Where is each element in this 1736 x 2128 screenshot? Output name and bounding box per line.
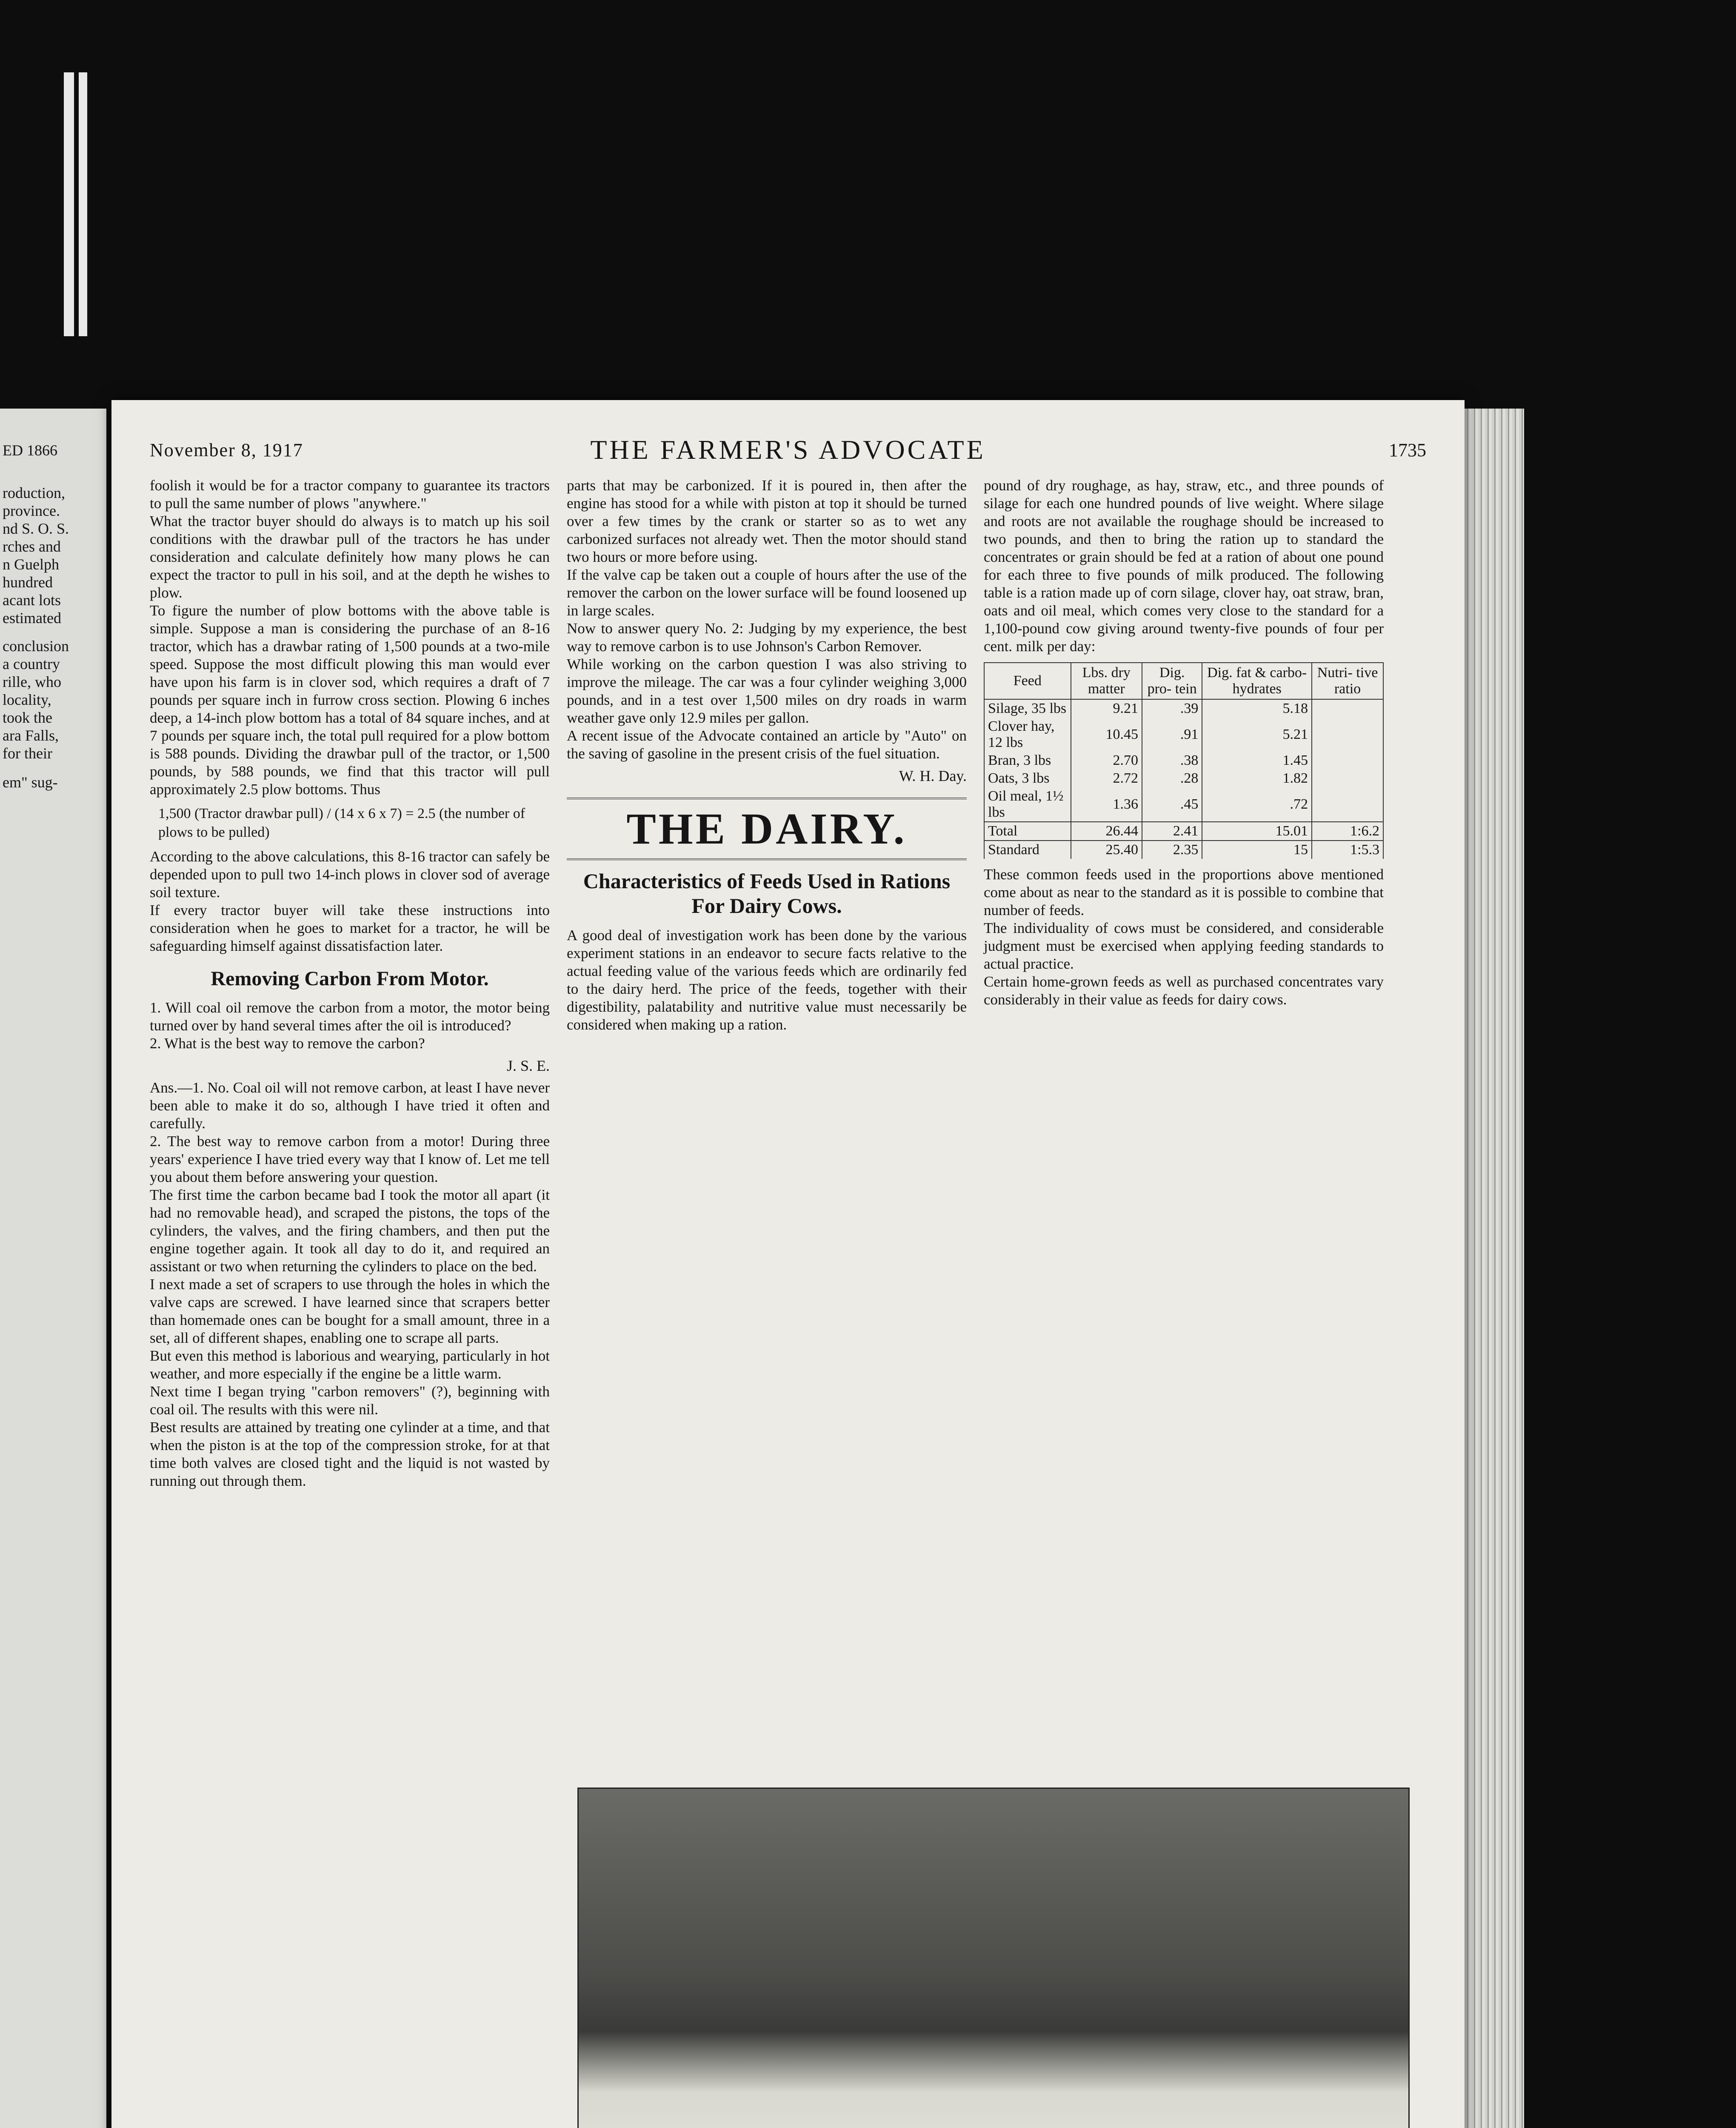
table-header-cell: Feed xyxy=(984,663,1071,699)
left-page-fragment xyxy=(0,409,106,2128)
left-fragment-line: rille, who xyxy=(3,673,61,690)
table-cell: Oil meal, 1½ lbs xyxy=(984,787,1071,822)
article-paragraph: A good deal of investigation work has been done by the various experiment stations in an endeavor to secure facts relative to the actual feeding value of the various feeds which are ordinarily fed to the dairy herd. The price of the feeds, together with their digestibility, palatability and nutritive value must necessarily be considered when making up a ration. xyxy=(567,927,967,1033)
table-cell: Silage, 35 lbs xyxy=(984,699,1071,718)
table-cell: 25.40 xyxy=(1071,841,1142,859)
left-fragment-line: rches and xyxy=(3,538,61,555)
answer-paragraph: But even this method is laborious and wearying, particularly in hot weather, and more especially if the engine be a little warm. xyxy=(150,1347,550,1382)
publication-title: THE FARMER'S ADVOCATE xyxy=(590,435,986,465)
table-cell xyxy=(1312,769,1383,787)
table-cell: Oats, 3 lbs xyxy=(984,769,1071,787)
article-paragraph: pound of dry roughage, as hay, straw, etc., and three pounds of silage for each one hundred pounds of live weight. Where silage and roots are not available the roughage should be increased to two pounds, and then to bring the ration up to standard the concentrates or grain should be fed at a ration of about one pound for each three to five pounds of milk produced. The following table is a ration made up of corn silage, clover hay, oat straw, bran, oats and oil meal, which comes very close to the standard for a 1,100-pound cow giving around twenty-five pounds of four per cent. milk per day: xyxy=(984,477,1384,655)
table-cell: .38 xyxy=(1142,752,1202,769)
column-1 xyxy=(150,477,550,1490)
left-fragment-line: conclusion xyxy=(3,638,69,655)
table-header-cell: Dig. fat & carbo- hydrates xyxy=(1202,663,1312,699)
section-title: THE DAIRY. xyxy=(567,798,967,860)
table-cell: 2.72 xyxy=(1071,769,1142,787)
table-cell: 2.35 xyxy=(1142,841,1202,859)
article-subheading: Characteristics of Feeds Used in Rations For Dairy Cows. xyxy=(583,869,951,918)
article-signature: W. H. Day. xyxy=(899,767,967,784)
table-row xyxy=(984,699,1383,718)
table-cell: .39 xyxy=(1142,699,1202,718)
film-sprocket-mark-top xyxy=(64,72,74,336)
query-signature: J. S. E. xyxy=(506,1057,550,1074)
question: 2. What is the best way to remove the carbon? xyxy=(150,1035,425,1052)
left-fragment-line: province. xyxy=(3,502,60,519)
answer-paragraph: Next time I began trying "carbon removers" (?), beginning with coal oil. The results with this were nil. xyxy=(150,1383,550,1418)
table-cell xyxy=(1312,699,1383,718)
left-fragment-line: estimated xyxy=(3,609,61,626)
article-paragraph: parts that may be carbonized. If it is poured in, then after the engine has stood for a while with piston at top it should be turned over a few times by the crank or starter so as to wet any carbonized surfaces not already wet. Then the motor should stand two hours or more before using. xyxy=(567,477,967,565)
article-paragraph: The individuality of cows must be considered, and considerable judgment must be exercised when applying feeding standards to actual practice. xyxy=(984,920,1384,972)
feed-table xyxy=(984,662,1384,859)
table-header-cell: Nutri- tive ratio xyxy=(1312,663,1383,699)
table-cell: 15 xyxy=(1202,841,1312,859)
table-cell: 5.21 xyxy=(1202,718,1312,752)
left-fragment-line: roduction, xyxy=(3,484,65,501)
article-paragraph: foolish it would be for a tractor company to guarantee its tractors to pull the same number of plows "anywhere." xyxy=(150,477,550,512)
left-fragment-line: acant lots xyxy=(3,592,61,609)
table-cell: 1:6.2 xyxy=(1312,822,1383,841)
article-paragraph: These common feeds used in the proportions above mentioned come about as near to the standard as it is possible to combine that number of feeds. xyxy=(984,866,1384,918)
table-cell: Clover hay, 12 lbs xyxy=(984,718,1071,752)
table-cell: 26.44 xyxy=(1071,822,1142,841)
left-fragment-line: ED 1866 xyxy=(3,442,57,459)
table-standard-row xyxy=(984,841,1383,859)
book-page-edges xyxy=(1465,409,1524,2128)
film-sprocket-mark-top-2 xyxy=(79,72,87,336)
left-fragment-line: took the xyxy=(3,709,52,726)
column-3 xyxy=(984,477,1384,1009)
table-cell: .45 xyxy=(1142,787,1202,822)
table-cell: 1.82 xyxy=(1202,769,1312,787)
table-row xyxy=(984,769,1383,787)
left-fragment-line: a country xyxy=(3,655,60,672)
page-header xyxy=(150,434,1426,464)
answer-paragraph: Ans.—1. No. Coal oil will not remove carbon, at least I have never been able to make it do so, although I have tried it often and carefully. xyxy=(150,1079,550,1132)
table-cell: 9.21 xyxy=(1071,699,1142,718)
table-cell xyxy=(1312,787,1383,822)
table-cell: .72 xyxy=(1202,787,1312,822)
table-cell: .91 xyxy=(1142,718,1202,752)
table-cell: 5.18 xyxy=(1202,699,1312,718)
article-paragraph: According to the above calculations, this 8-16 tractor can safely be depended upon to pull two 14-inch plows in clover sod of average soil texture. xyxy=(150,848,550,901)
column-2 xyxy=(567,477,967,1034)
table-row xyxy=(984,752,1383,769)
article-paragraph: If every tractor buyer will take these instructions into consideration when he goes to market for a tractor, he will be safeguarding himself against dissatisfaction later. xyxy=(150,902,550,954)
answer-paragraph: I next made a set of scrapers to use through the holes in which the valve caps are screwed. I have learned since that scrapers better than homemade ones can be bought for a small amount, three in a set, all of different shapes, enabling one to scrape all parts. xyxy=(150,1276,550,1346)
left-fragment-line: hundred xyxy=(3,574,53,591)
table-cell xyxy=(1312,718,1383,752)
article-paragraph: While working on the carbon question I was also striving to improve the mileage. The car was a four cylinder weighing 3,000 pounds, and in a test over 1,500 miles on dry roads in warm weather gave only 12.9 miles per gallon. xyxy=(567,656,967,726)
article-paragraph: Now to answer query No. 2: Judging by my experience, the best way to remove carbon is to use Johnson's Carbon Remover. xyxy=(567,620,967,655)
article-paragraph: A recent issue of the Advocate contained an article by "Auto" on the saving of gasoline in the present crisis of the fuel situation. xyxy=(567,727,967,762)
article-paragraph: What the tractor buyer should do always is to match up his soil conditions with the drawbar pull of the tractors he has under consideration and calculate definitely how many plows he can expect the tractor to pull in his soil, and at the depth he wishes to plow. xyxy=(150,513,550,601)
left-fragment-line: for their xyxy=(3,745,52,762)
article-paragraph: If the valve cap be taken out a couple of hours after the use of the remover the carbon on the lower surface will be found loosened up in large scales. xyxy=(567,566,967,619)
table-cell: 1.36 xyxy=(1071,787,1142,822)
left-fragment-line: em" sug- xyxy=(3,774,58,791)
table-header-cell: Dig. pro- tein xyxy=(1142,663,1202,699)
question: 1. Will coal oil remove the carbon from a motor, the motor being turned over by hand several times after the oil is introduced? xyxy=(150,999,550,1034)
answer-paragraph: 2. The best way to remove carbon from a motor! During three years' experience I have tried every way that I know of. Let me tell you about them before answering your question. xyxy=(150,1133,550,1185)
article-paragraph: To figure the number of plow bottoms with the above table is simple. Suppose a man is considering the purchase of an 8-16 tractor, which has a drawbar rating of 1,500 pounds at a two-mile speed. Suppose the most difficult plowing this man would ever have upon his farm is in clover sod, which requires a draft of 7 pounds per square inch in furrow cross section. Plowing 6 inches deep, a 14-inch plow bottom has a total of 84 square inches, and at 7 pounds per square inch, the total pull required for a plow bottom is 588 pounds. Dividing the drawbar pull of the tractor, or 1,500 pounds, by 588 pounds, we find that this tractor will pull approximately 2.5 plow bottoms. Thus xyxy=(150,602,550,798)
table-cell: 15.01 xyxy=(1202,822,1312,841)
newspaper-page xyxy=(111,400,1465,2128)
left-fragment-line: ara Falls, xyxy=(3,727,59,744)
table-cell: Standard xyxy=(984,841,1071,859)
left-fragment-line: locality, xyxy=(3,691,51,708)
table-header-row xyxy=(984,663,1383,699)
table-cell: Total xyxy=(984,822,1071,841)
page-number: 1735 xyxy=(1389,440,1426,460)
table-cell: 10.45 xyxy=(1071,718,1142,752)
ayrshire-cows-photo xyxy=(577,1788,1410,2128)
table-cell: .28 xyxy=(1142,769,1202,787)
article-heading: Removing Carbon From Motor. xyxy=(211,967,489,990)
table-header-cell: Lbs. dry matter xyxy=(1071,663,1142,699)
table-row xyxy=(984,718,1383,752)
table-cell xyxy=(1312,752,1383,769)
issue-date: November 8, 1917 xyxy=(150,440,303,460)
table-row xyxy=(984,787,1383,822)
table-cell: 2.41 xyxy=(1142,822,1202,841)
table-cell: 1:5.3 xyxy=(1312,841,1383,859)
table-cell: Bran, 3 lbs xyxy=(984,752,1071,769)
left-fragment-line: n Guelph xyxy=(3,556,59,573)
plow-equation: 1,500 (Tractor drawbar pull) / (14 x 6 x 7) = 2.5 (the number of plows to be pulled) xyxy=(158,806,525,840)
answer-paragraph: Best results are attained by treating one cylinder at a time, and that when the piston is at the top of the compression stroke, for at that time both valves are closed tight and the liquid is not wasted by running out through them. xyxy=(150,1419,550,1489)
table-cell: 2.70 xyxy=(1071,752,1142,769)
answer-paragraph: The first time the carbon became bad I took the motor all apart (it had no removable head), and scraped the pistons, the tops of the cylinders, the valves, and the firing chambers, and then put the engine together again. It took all day to do it, and required an assistant or two when returning the cylinders to place on the bed. xyxy=(150,1187,550,1275)
table-total-row xyxy=(984,822,1383,841)
article-paragraph: Certain home-grown feeds as well as purchased concentrates vary considerably in their value as feeds for dairy cows. xyxy=(984,973,1384,1008)
left-fragment-line: nd S. O. S. xyxy=(3,520,69,537)
table-cell: 1.45 xyxy=(1202,752,1312,769)
